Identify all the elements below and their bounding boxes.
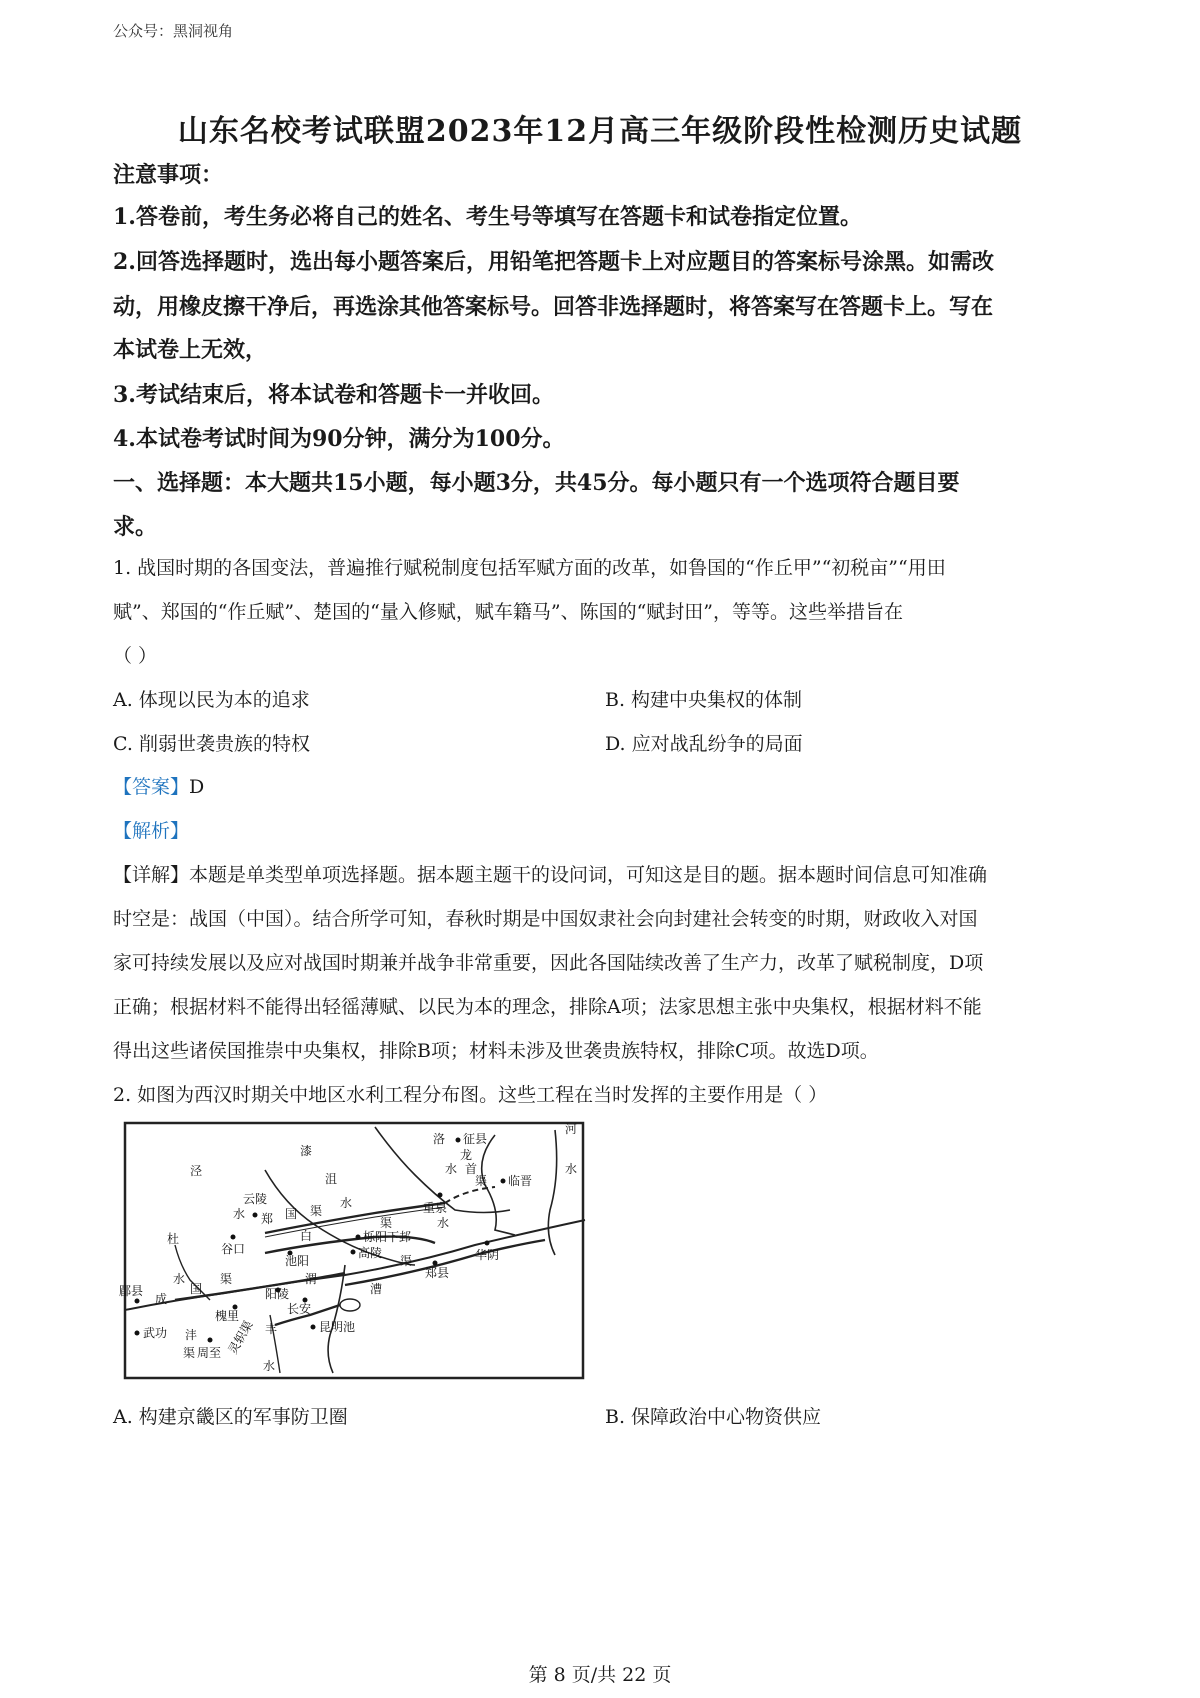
map-label: 重泉 bbox=[423, 1201, 448, 1215]
map-label: 漆 bbox=[300, 1144, 313, 1158]
map-label: 周至 bbox=[197, 1346, 222, 1360]
q1-detail-line: 得出这些诸侯国推崇中央集权，排除B项；材料未涉及世袭贵族特权，排除C项。故选D项。 bbox=[113, 1040, 879, 1062]
map-label: 国 bbox=[190, 1282, 203, 1296]
map-label: 首 bbox=[465, 1162, 478, 1176]
page-footer: 第 8 页/共 22 页 bbox=[528, 1664, 672, 1686]
map-label: 沣 bbox=[185, 1328, 198, 1342]
map-label: 云陵 bbox=[243, 1192, 268, 1206]
question-1-stem: 1. 战国时期的各国变法，普遍推行赋税制度包括军赋方面的改革，如鲁国的“作丘甲”“初税亩”“用田 bbox=[113, 557, 946, 579]
page-header: 公众号：黑洞视角 bbox=[113, 22, 234, 40]
map-label: 下邽 bbox=[387, 1230, 412, 1244]
q1-option-a: A. 体现以民为本的追求 bbox=[113, 689, 310, 711]
q1-option-b: B. 构建中央集权的体制 bbox=[605, 689, 803, 711]
map-label: 池阳 bbox=[285, 1254, 310, 1268]
q1-option-c: C. 削弱世袭贵族的特权 bbox=[113, 733, 310, 755]
map-label: 洛 bbox=[433, 1132, 446, 1146]
map-label: 槐里 bbox=[215, 1309, 240, 1323]
map-label: 渠 bbox=[310, 1204, 323, 1218]
guanzhong-water-map bbox=[115, 1115, 595, 1385]
map-label: 水 bbox=[565, 1162, 578, 1176]
map-label: 水 bbox=[445, 1162, 458, 1176]
map-label: 龙 bbox=[460, 1148, 473, 1162]
question-2-stem: 2. 如图为西汉时期关中地区水利工程分布图。这些工程在当时发挥的主要作用是（ ） bbox=[113, 1084, 828, 1106]
q1-detail-line: 正确；根据材料不能得出轻徭薄赋、以民为本的理念，排除A项；法家思想主张中央集权，根据材料不能 bbox=[113, 996, 982, 1018]
map-label: 渠 bbox=[475, 1174, 488, 1188]
map-label: 昆明池 bbox=[319, 1320, 356, 1334]
q1-analysis-tag: 【解析】 bbox=[113, 820, 190, 842]
map-label: 阳陵 bbox=[265, 1287, 290, 1301]
map-label: 成 bbox=[155, 1292, 168, 1306]
q1-detail-line: 【详解】本题是单类型单项选择题。据本题主题干的设问词，可知这是目的题。据本题时间信息可知准确 bbox=[113, 864, 988, 886]
map-label: 漕 bbox=[370, 1282, 383, 1296]
q1-option-d: D. 应对战乱纷争的局面 bbox=[605, 733, 803, 755]
q2-option-a: A. 构建京畿区的军事防卫圈 bbox=[113, 1406, 348, 1428]
map-label: 渠 bbox=[400, 1254, 413, 1268]
map-label: 郑县 bbox=[425, 1266, 450, 1280]
map-label: 征县 bbox=[463, 1132, 488, 1146]
map-label: 渠 bbox=[220, 1272, 233, 1286]
map-label: 泾 bbox=[190, 1164, 203, 1178]
map-label: 临晋 bbox=[508, 1174, 533, 1188]
map-label: 水 bbox=[263, 1359, 276, 1373]
q1-answer bbox=[113, 772, 204, 799]
question-1-stem: 赋”、郑国的“作丘赋”、楚国的“量入修赋，赋车籍马”、陈国的“赋封田”，等等。这些举措旨在 bbox=[113, 601, 903, 623]
notice-item: 动，用橡皮擦干净后，再选涂其他答案标号。回答非选择题时，将答案写在答题卡上。写在 bbox=[113, 294, 994, 320]
notice-item: 本试卷上无效， bbox=[113, 337, 268, 363]
map-label: 长安 bbox=[287, 1302, 312, 1316]
map-label: 丰 bbox=[265, 1322, 278, 1336]
map-label: 高陵 bbox=[358, 1246, 383, 1260]
page-title: 山东名校考试联盟2023年12月高三年级阶段性检测历史试题 bbox=[177, 114, 1023, 149]
map-label: 灵轵渠 bbox=[225, 1318, 256, 1357]
map-label: 渭 bbox=[305, 1272, 318, 1286]
notice-item: 1.答卷前，考生务必将自己的姓名、考生号等填写在答题卡和试卷指定位置。 bbox=[113, 204, 862, 230]
map-label: 水 bbox=[173, 1272, 186, 1286]
map-label: 华阴 bbox=[475, 1248, 500, 1262]
map-label: 郿县 bbox=[119, 1284, 144, 1298]
notice-item: 3.考试结束后，将本试卷和答题卡一并收回。 bbox=[113, 382, 554, 408]
section-heading: 一、选择题：本大题共15小题，每小题3分，共45分。每小题只有一个选项符合题目要 bbox=[113, 470, 960, 496]
map-label: 渠 bbox=[380, 1216, 393, 1230]
map-label: 河 bbox=[565, 1122, 578, 1136]
map-label: 水 bbox=[233, 1207, 246, 1221]
map-label: 杜 bbox=[167, 1232, 180, 1246]
map-label: 国 bbox=[285, 1207, 298, 1221]
section-heading-cont: 求。 bbox=[113, 514, 158, 540]
q1-detail-line: 时空是：战国（中国）。结合所学可知，春秋时期是中国奴隶社会向封建社会转变的时期，财政收入对国 bbox=[113, 908, 978, 930]
map-label: 沮 bbox=[325, 1172, 338, 1186]
map-label: 郑 bbox=[261, 1212, 274, 1226]
notice-heading: 注意事项： bbox=[113, 162, 224, 188]
answer-tag: 【答案】 bbox=[113, 776, 190, 798]
q2-option-b: B. 保障政治中心物资供应 bbox=[605, 1406, 822, 1428]
map-label: 水 bbox=[340, 1196, 353, 1210]
notice-item: 2.回答选择题时，选出每小题答案后，用铅笔把答题卡上对应题目的答案标号涂黑。如需改 bbox=[113, 249, 994, 275]
map-label: 白 bbox=[300, 1229, 313, 1243]
map-label: 武功 bbox=[143, 1326, 168, 1340]
map-label: 水 bbox=[437, 1216, 450, 1230]
answer-value: D bbox=[189, 776, 205, 798]
map-label: 谷口 bbox=[221, 1242, 246, 1256]
notice-item: 4.本试卷考试时间为90分钟，满分为100分。 bbox=[113, 426, 565, 452]
map-label: 栎阳 bbox=[363, 1230, 388, 1244]
question-1-blank: （ ） bbox=[113, 645, 158, 667]
q1-detail-line: 家可持续发展以及应对战国时期兼并战争非常重要，因此各国陆续改善了生产力，改革了赋税制度，D项 bbox=[113, 952, 984, 974]
map-label: 渠 bbox=[183, 1346, 196, 1360]
